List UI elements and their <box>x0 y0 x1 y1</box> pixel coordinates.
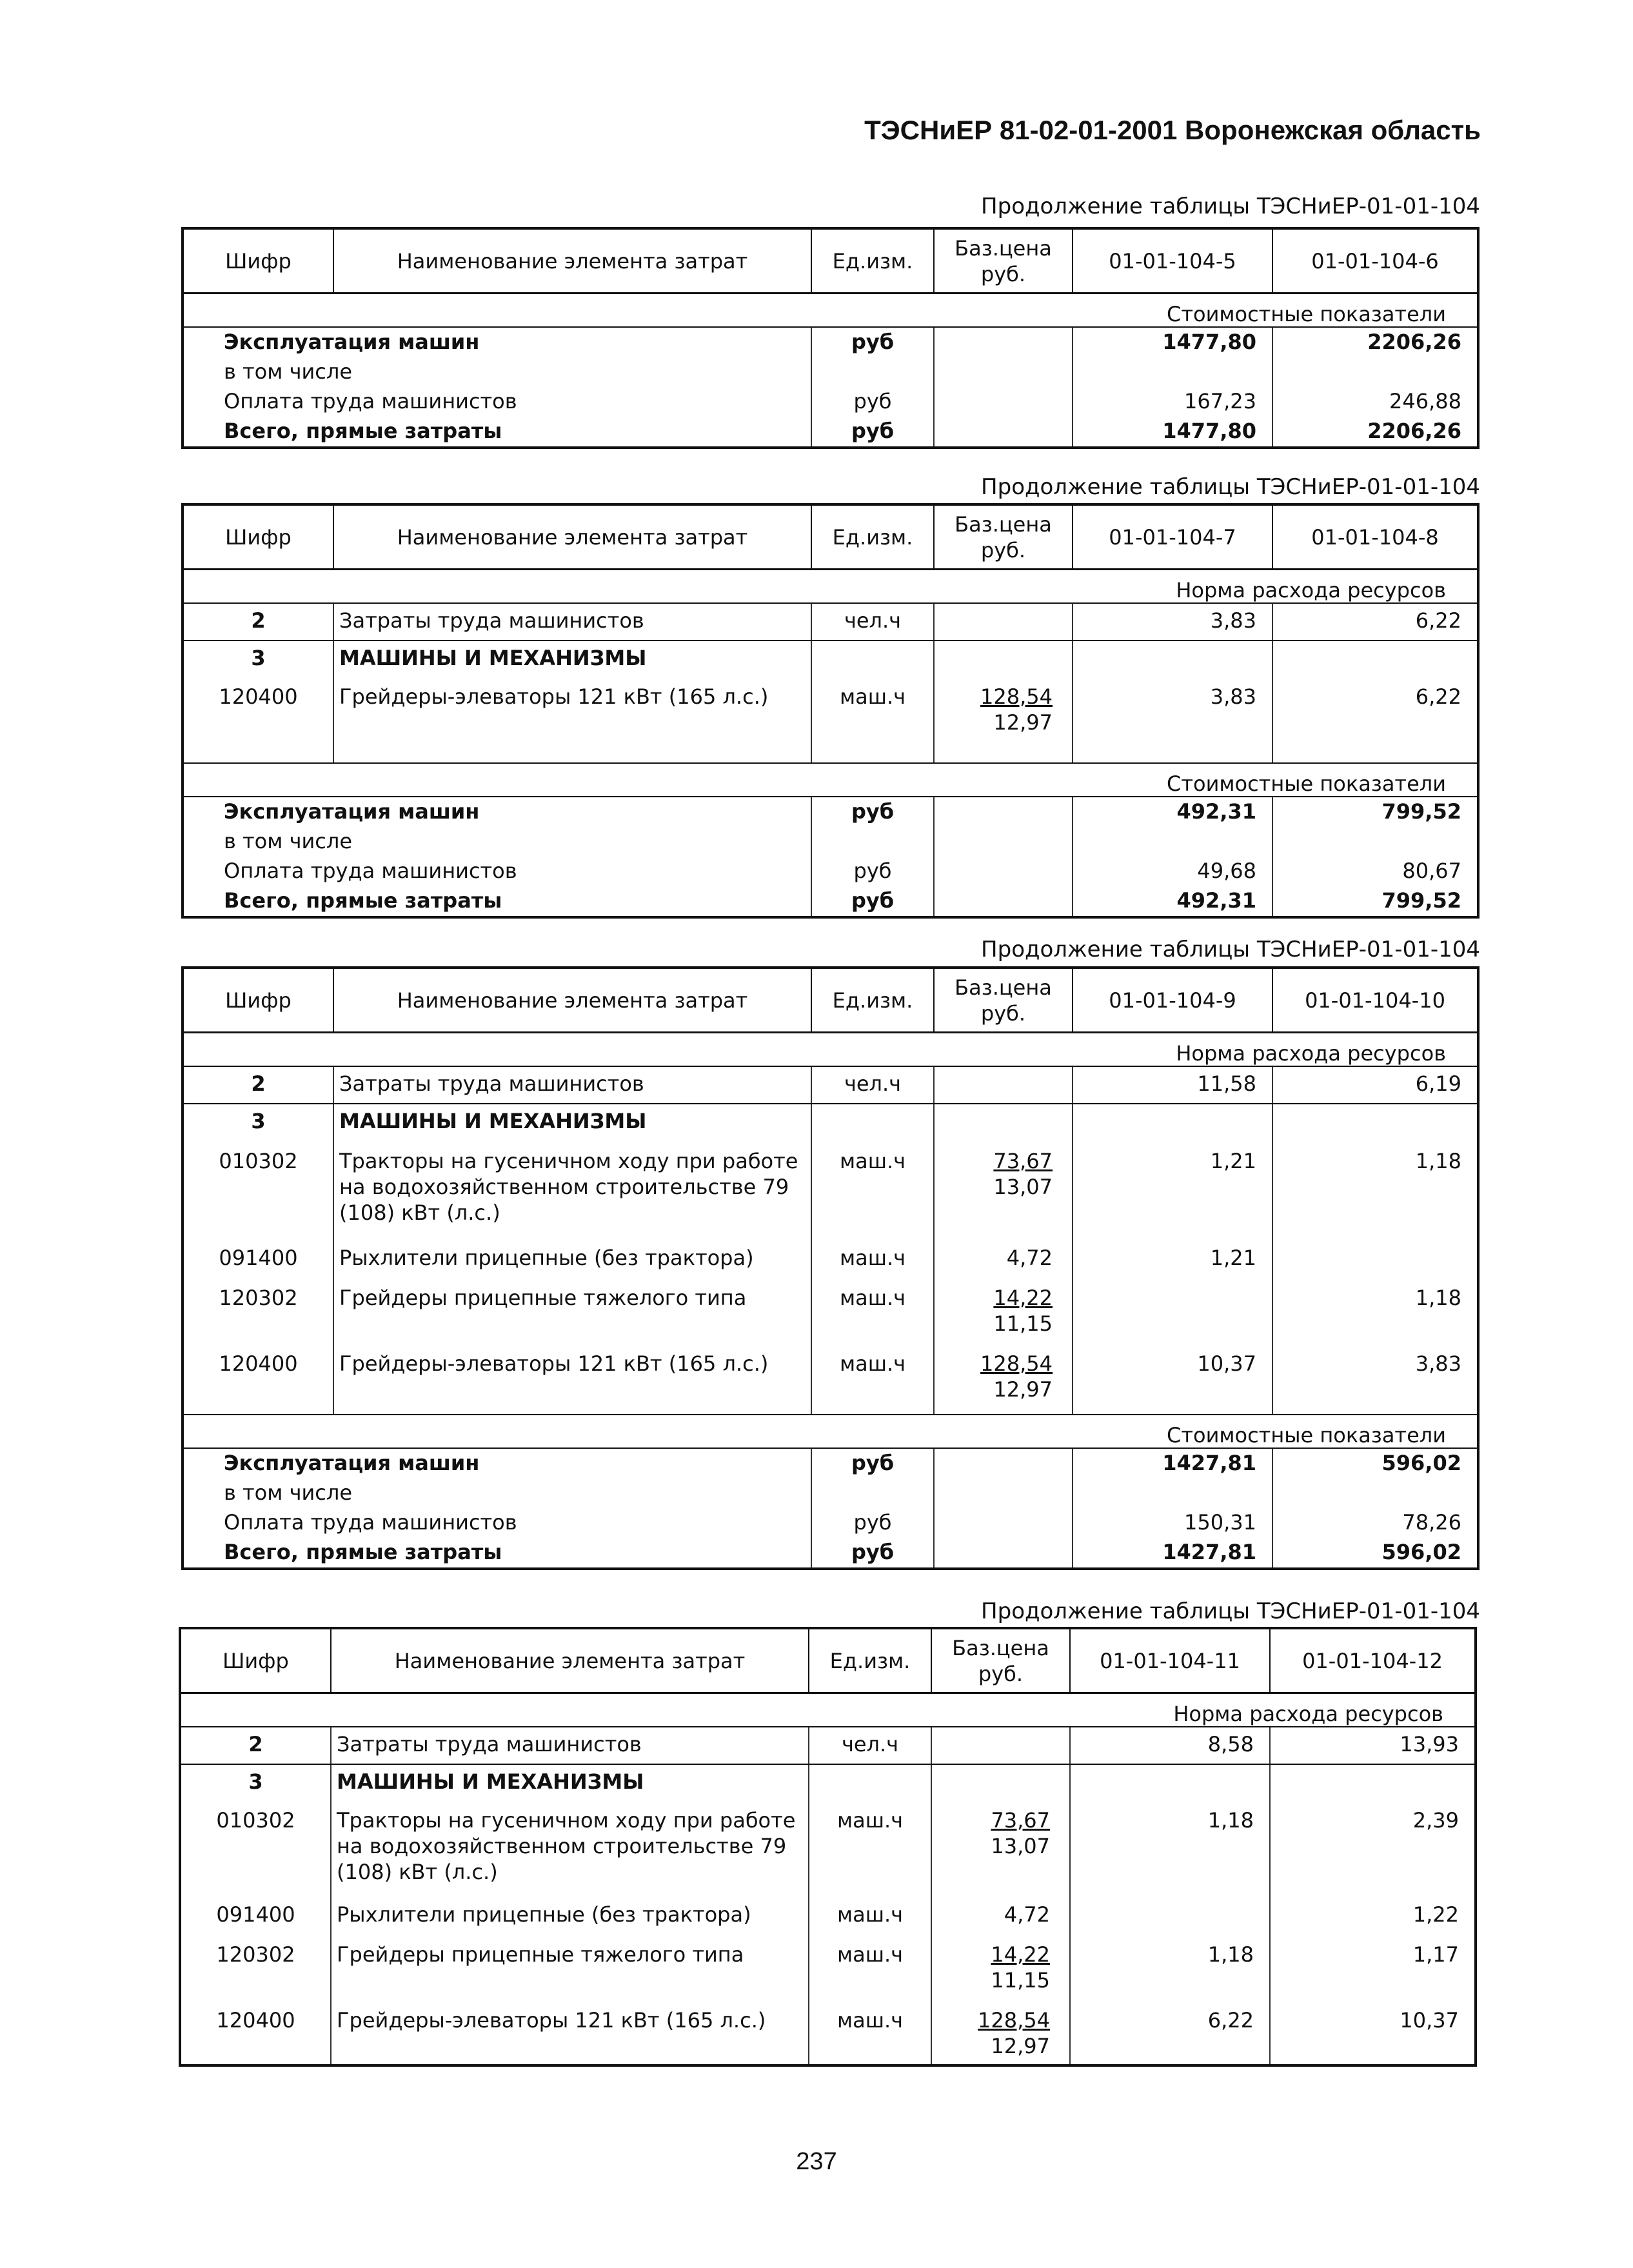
sum-row-incl: в том числе <box>184 357 1477 387</box>
section-cost-title: Стоимостные показатели <box>184 1415 1477 1449</box>
section-norm-title: Норма расхода ресурсов <box>184 570 1477 604</box>
page-number: 237 <box>796 2148 837 2175</box>
table-caption: Продолжение таблицы ТЭСНиЕР-01-01-104 <box>981 937 1480 962</box>
col-norm-2-header: 01-01-104-6 <box>1311 248 1439 274</box>
col-price-header: Баз.цена руб. <box>935 230 1073 292</box>
col-price-header: Баз.цена руб. <box>935 969 1073 1031</box>
col-code-header: Шифр <box>181 1629 332 1692</box>
section-norm-title: Норма расхода ресурсов <box>181 1694 1474 1727</box>
col-unit-header: Ед.изм. <box>812 230 935 292</box>
col-code-header: Шифр <box>184 506 334 568</box>
table-row: 2 Затраты труда машинистов чел.ч 8,58 13,93 <box>181 1727 1474 1765</box>
col-code-header: Шифр <box>184 969 334 1031</box>
table-row: 120400 Грейдеры-элеваторы 121 кВт (165 л.с.) маш.ч 128,54 12,97 10,37 3,83 <box>184 1347 1477 1415</box>
sum-row-labor: Оплата труда машинистов руб 49,68 80,67 <box>184 857 1477 886</box>
section-norm-title: Норма расхода ресурсов <box>184 1033 1477 1067</box>
table-row: 3 МАШИНЫ И МЕХАНИЗМЫ <box>184 641 1477 680</box>
table-row: 010302 Тракторы на гусеничном ходу при работе на водохозяйственном строительстве 79 (108) кВт (л.с.) маш.ч 73,67 13,07 1,21 1,18 <box>184 1144 1477 1241</box>
sum-row-total: Всего, прямые затраты руб 1477,80 2206,26 <box>184 417 1477 446</box>
col-price-header: Баз.цена руб. <box>932 1629 1071 1692</box>
cost-table-3 <box>181 966 1480 1570</box>
table-caption: Продолжение таблицы ТЭСНиЕР-01-01-104 <box>981 194 1480 219</box>
table-header <box>184 506 1477 570</box>
col-norm-2-header: 01-01-104-12 <box>1302 1648 1443 1673</box>
table-row: 2 Затраты труда машинистов чел.ч 3,83 6,22 <box>184 604 1477 641</box>
col-norm-1-header: 01-01-104-9 <box>1073 969 1273 1031</box>
col-name-header: Наименование элемента затрат <box>334 506 812 568</box>
table-row: 120302 Грейдеры прицепные тяжелого типа маш.ч 14,22 11,15 1,18 1,17 <box>181 1938 1474 2004</box>
table-row: 2 Затраты труда машинистов чел.ч 11,58 6,19 <box>184 1067 1477 1104</box>
cost-table-1 <box>181 227 1480 449</box>
sum-row-total: Всего, прямые затраты руб 1427,81 596,02 <box>184 1538 1477 1567</box>
table-row: 120400 Грейдеры-элеваторы 121 кВт (165 л.с.) маш.ч 128,54 12,97 3,83 6,22 <box>184 680 1477 764</box>
table-caption: Продолжение таблицы ТЭСНиЕР-01-01-104 <box>981 1598 1480 1624</box>
col-name-header: Наименование элемента затрат <box>334 230 812 292</box>
table-row: 010302 Тракторы на гусеничном ходу при работе на водохозяйственном строительстве 79 (108) кВт (л.с.) маш.ч 73,67 13,07 1,18 2,39 <box>181 1804 1474 1898</box>
cost-table-4 <box>179 1627 1477 2067</box>
section-cost-title: Стоимостные показатели <box>184 764 1477 797</box>
table-row: 3 МАШИНЫ И МЕХАНИЗМЫ <box>184 1104 1477 1144</box>
cost-table-2 <box>181 503 1480 919</box>
col-unit-header: Ед.изм. <box>812 969 935 1031</box>
sum-row-incl: в том числе <box>184 827 1477 857</box>
table-row: 091400 Рыхлители прицепные (без трактора) маш.ч 4,72 1,21 <box>184 1241 1477 1281</box>
col-norm-1-header: 01-01-104-5 <box>1073 230 1273 292</box>
table-row: 120400 Грейдеры-элеваторы 121 кВт (165 л.с.) маш.ч 128,54 12,97 6,22 10,37 <box>181 2004 1474 2064</box>
sum-row-incl: в том числе <box>184 1478 1477 1508</box>
table-header <box>184 969 1477 1033</box>
table-row: 3 МАШИНЫ И МЕХАНИЗМЫ <box>181 1765 1474 1804</box>
col-norm-2-header: 01-01-104-8 <box>1311 524 1439 550</box>
table-caption: Продолжение таблицы ТЭСНиЕР-01-01-104 <box>981 474 1480 500</box>
section-cost-title: Стоимостные показатели <box>184 294 1477 328</box>
col-price-header: Баз.цена руб. <box>935 506 1073 568</box>
sum-row-labor: Оплата труда машинистов руб 167,23 246,88 <box>184 387 1477 417</box>
table-header <box>184 230 1477 294</box>
sum-row-exploitation: Эксплуатация машин руб 492,31 799,52 <box>184 797 1477 827</box>
col-unit-header: Ед.изм. <box>812 506 935 568</box>
sum-row-exploitation: Эксплуатация машин руб 1477,80 2206,26 <box>184 328 1477 357</box>
col-norm-1-header: 01-01-104-7 <box>1073 506 1273 568</box>
table-row: 091400 Рыхлители прицепные (без трактора) маш.ч 4,72 1,22 <box>181 1898 1474 1938</box>
table-row: 120302 Грейдеры прицепные тяжелого типа маш.ч 14,22 11,15 1,18 <box>184 1281 1477 1347</box>
document-header: ТЭСНиЕР 81-02-01-2001 Воронежская область <box>864 115 1481 145</box>
sum-row-total: Всего, прямые затраты руб 492,31 799,52 <box>184 886 1477 916</box>
col-name-header: Наименование элемента затрат <box>334 969 812 1031</box>
col-norm-1-header: 01-01-104-11 <box>1071 1629 1271 1692</box>
col-norm-2-header: 01-01-104-10 <box>1305 988 1445 1013</box>
col-unit-header: Ед.изм. <box>809 1629 932 1692</box>
col-name-header: Наименование элемента затрат <box>332 1629 809 1692</box>
sum-row-labor: Оплата труда машинистов руб 150,31 78,26 <box>184 1508 1477 1538</box>
sum-row-exploitation: Эксплуатация машин руб 1427,81 596,02 <box>184 1449 1477 1478</box>
col-code-header: Шифр <box>184 230 334 292</box>
table-header <box>181 1629 1474 1694</box>
